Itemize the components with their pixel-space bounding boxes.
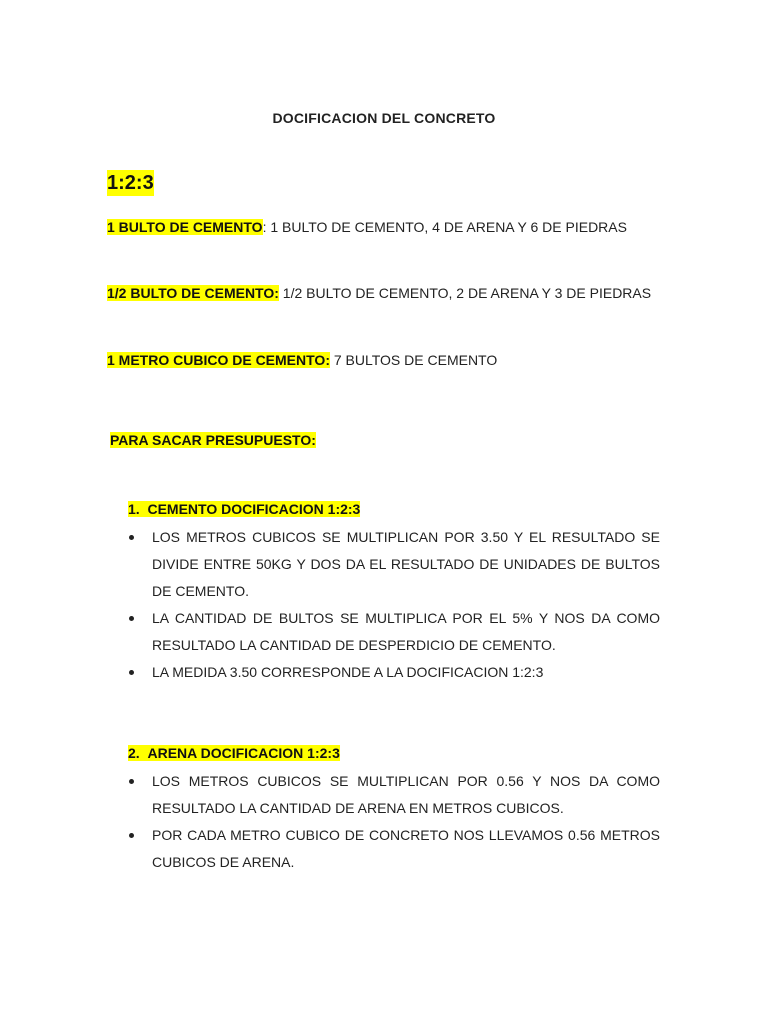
- budget-heading: [110, 427, 316, 454]
- bullet-icon: [129, 535, 134, 540]
- list-item-text: LOS METROS CUBICOS SE MULTIPLICAN POR 3.50 Y EL RESULTADO SE DIVIDE ENTRE 50KG Y DOS DA EL RESULTADO DE UNIDADES DE BULTOS DE CEMENTO.: [152, 529, 660, 599]
- paragraph-text: 1/2 BULTO DE CEMENTO, 2 DE ARENA Y 3 DE PIEDRAS: [278, 285, 652, 301]
- list-item: [128, 822, 660, 876]
- bullet-icon: [129, 616, 134, 621]
- paragraph-label: 1 BULTO DE CEMENTO: [107, 219, 263, 235]
- section-heading-sand: [128, 740, 340, 767]
- sand-bullet-list: [128, 768, 660, 876]
- paragraph-cubic-meter: [107, 347, 660, 374]
- document-title: DOCIFICACION DEL CONCRETO: [272, 110, 496, 126]
- cement-bullet-list: [128, 524, 660, 686]
- paragraph-text: 1 BULTO DE CEMENTO, 4 DE ARENA Y 6 DE PIEDRAS: [266, 219, 627, 235]
- bullet-icon: [129, 779, 134, 784]
- bullet-icon: [129, 670, 134, 675]
- bullet-icon: [129, 833, 134, 838]
- list-item: [128, 605, 660, 659]
- paragraph-label: 1 METRO CUBICO DE CEMENTO:: [107, 352, 330, 368]
- list-item: [128, 768, 660, 822]
- section-number: 1.: [128, 501, 140, 517]
- section-title: CEMENTO DOCIFICACION 1:2:3: [147, 501, 361, 517]
- paragraph-half-bag: [107, 280, 660, 307]
- list-item-text: POR CADA METRO CUBICO DE CONCRETO NOS LLEVAMOS 0.56 METROS CUBICOS DE ARENA.: [152, 827, 660, 870]
- paragraph-text: 7 BULTOS DE CEMENTO: [329, 352, 498, 368]
- paragraph-separator: :: [262, 219, 267, 235]
- list-item: [128, 524, 660, 605]
- ratio-heading: 1:2:3: [107, 172, 154, 194]
- list-item: [128, 659, 660, 686]
- list-item-text: LOS METROS CUBICOS SE MULTIPLICAN POR 0.56 Y NOS DA COMO RESULTADO LA CANTIDAD DE ARENA EN METROS CUBICOS.: [152, 773, 660, 816]
- budget-heading-text: PARA SACAR PRESUPUESTO:: [110, 432, 316, 448]
- list-item-text: LA CANTIDAD DE BULTOS SE MULTIPLICA POR EL 5% Y NOS DA COMO RESULTADO LA CANTIDAD DE DESPERDICIO DE CEMENTO.: [152, 610, 660, 653]
- section-title: ARENA DOCIFICACION 1:2:3: [147, 745, 340, 761]
- section-heading-cement: [128, 496, 360, 523]
- paragraph-one-bag: [107, 214, 660, 241]
- paragraph-label: 1/2 BULTO DE CEMENTO:: [107, 285, 279, 301]
- list-item-text: LA MEDIDA 3.50 CORRESPONDE A LA DOCIFICACION 1:2:3: [152, 664, 544, 680]
- section-number: 2.: [128, 745, 140, 761]
